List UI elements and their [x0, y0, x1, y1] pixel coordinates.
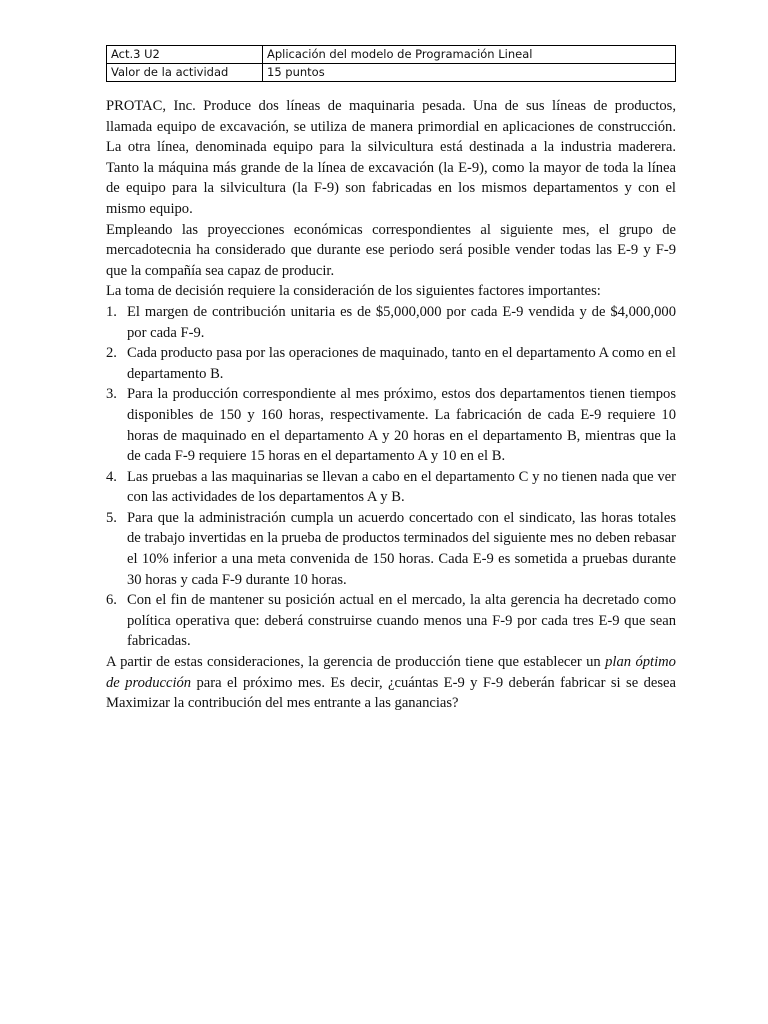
- header-row-value: [107, 64, 676, 82]
- activity-title: Aplicación del modelo de Programación Lineal: [263, 46, 676, 64]
- list-item-number: 5.: [106, 509, 117, 526]
- list-item-text: Las pruebas a las maquinarias se llevan a cabo en el departamento C y no tienen nada que ver con las actividades de los departamentos A y B.: [127, 468, 676, 506]
- list-item: [106, 343, 676, 384]
- list-item: [106, 590, 676, 652]
- factors-intro: La toma de decisión requiere la consideración de los siguientes factores importantes:: [106, 283, 601, 300]
- list-item: [106, 467, 676, 508]
- list-item-text: El margen de contribución unitaria es de $5,000,000 por cada E-9 vendida y de $4,000,000 por cada F-9.: [127, 303, 676, 341]
- problem-statement: [106, 96, 676, 714]
- market-paragraph: Empleando las proyecciones económicas correspondientes al siguiente mes, el grupo de mercadotecnia ha considerado que durante ese periodo será posible vender todas las E-9 y F-9 que la compañía sea capaz de producir.: [106, 221, 676, 279]
- activity-value-label: Valor de la actividad: [107, 64, 263, 82]
- closing-text-start: A partir de estas consideraciones, la gerencia de producción tiene que establecer un: [106, 654, 606, 671]
- list-item: [106, 384, 676, 466]
- list-item-text: Para que la administración cumpla un acuerdo concertado con el sindicato, las horas totales de trabajo invertidas en la prueba de productos terminados del siguiente mes no deben rebasar el 10% inferior a una meta convenida de 150 horas. Cada E-9 es sometida a pruebas durante 30 horas y cada F-9 durante 10 horas.: [127, 509, 676, 588]
- list-item: [106, 302, 676, 343]
- list-item: [106, 508, 676, 590]
- closing-text-end: para el próximo mes. Es decir, ¿cuántas E-9 y F-9 deberán fabricar si se desea Maximizar la contribución del mes entrante a las ganancias?: [106, 674, 676, 712]
- optimal-plan-emphasis: plan óptimo de producción: [106, 654, 676, 691]
- list-item-text: Con el fin de mantener su posición actual en el mercado, la alta gerencia ha decretado como política operativa que: deberá construirse cuando menos una F-9 por cada tres E-9 que sean fabricadas.: [127, 592, 676, 650]
- list-item-number: 4.: [106, 468, 117, 485]
- list-item-number: 2.: [106, 345, 117, 362]
- list-item-text: Cada producto pasa por las operaciones de maquinado, tanto en el departamento A como en el departamento B.: [127, 345, 676, 382]
- list-item-text: Para la producción correspondiente al mes próximo, estos dos departamentos tienen tiempos disponibles de 150 y 160 horas, respectivamente. La fabricación de cada E-9 requiere 10 horas de maquinado en el departamento A y 20 horas en el departamento B, mientras que la de cada F-9 requiere 15 horas en el departamento A y 10 en el B.: [127, 386, 676, 465]
- list-item-number: 1.: [106, 303, 117, 320]
- list-item-number: 3.: [106, 386, 117, 403]
- activity-id: Act.3 U2: [107, 46, 263, 64]
- header-row-activity: [107, 46, 676, 64]
- activity-header-table: [106, 45, 676, 82]
- closing-question: [106, 652, 676, 714]
- activity-points: 15 puntos: [263, 64, 676, 82]
- list-item-number: 6.: [106, 592, 117, 609]
- intro-paragraph: PROTAC, Inc. Produce dos líneas de maquinaria pesada. Una de sus líneas de productos, llamada equipo de excavación, se utiliza de manera primordial en aplicaciones de construcción. La otra línea, denominada equipo para la silvicultura está destinada a la industria maderera. Tanto la máquina más grande de la línea de excavación (la E-9), como la mayor de toda la línea de equipo para la silvicultura (la F-9) son fabricadas en los mismos departamentos y con el mismo equipo.: [106, 98, 676, 217]
- factors-list: [106, 302, 676, 652]
